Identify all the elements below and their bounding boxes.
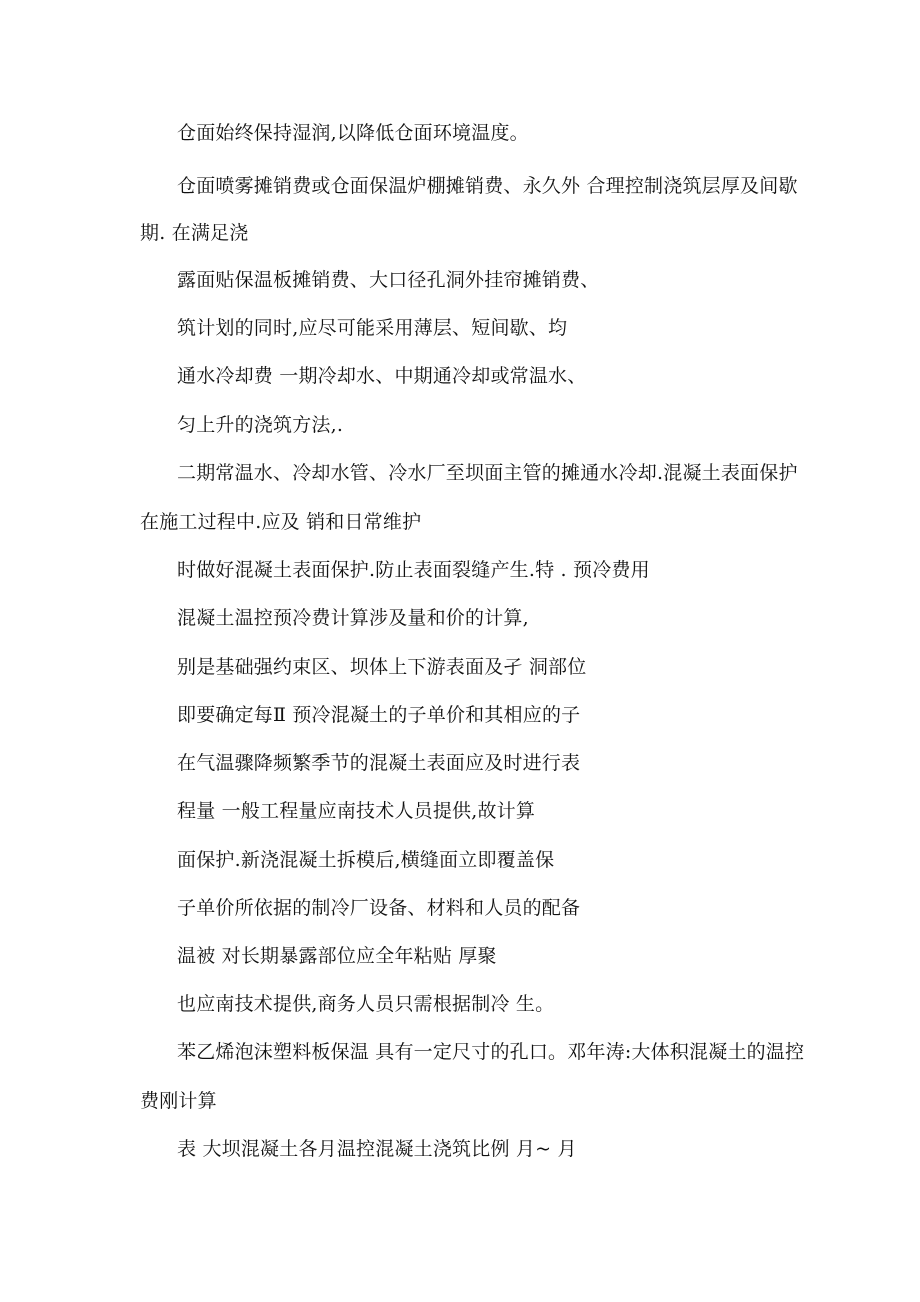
- text-line-14: 在气温骤降频繁季节的混凝土表面应及时进行表: [177, 752, 581, 774]
- text-line-5: 筑计划的同时,应尽可能采用薄层、短间歇、均: [177, 317, 568, 339]
- text-line-18: 温被 对长期暴露部位应全年粘贴 厚聚: [177, 945, 497, 967]
- text-line-4: 露面贴保温板摊销费、大口径孔洞外挂帘摊销费、: [177, 269, 600, 291]
- text-line-2: 仓面喷雾摊销费或仓面保温炉棚摊销费、永久外 合理控制浇筑层厚及间歇: [177, 175, 798, 197]
- text-line-13: 即要确定每Ⅱ 预冷混凝土的子单价和其相应的子: [177, 704, 581, 726]
- text-line-11: 混凝土温控预冷费计算涉及量和价的计算,: [177, 607, 529, 629]
- text-line-3: 期. 在满足浇: [140, 222, 249, 244]
- text-line-12: 别是基础强约束区、坝体上下游表面及孑 洞部位: [177, 656, 587, 678]
- text-line-15: 程量 一般工程量应南技术人员提供,故计算: [177, 800, 536, 822]
- text-line-19: 也应南技术提供,商务人员只需根据制冷 生。: [177, 993, 555, 1015]
- text-line-22: 表 大坝混凝土各月温控混凝土浇筑比例 月~ 月: [177, 1138, 577, 1160]
- text-line-6: 通水冷却费 一期冷却水、中期通冷却或常温水、: [177, 365, 587, 387]
- text-line-16: 面保护.新浇混凝土拆模后,横缝面立即覆盖保: [177, 849, 555, 871]
- text-line-10: 时做好混凝土表面保护.防止表面裂缝产生.特 . 预冷费用: [177, 559, 650, 581]
- text-line-7: 匀上升的浇筑方法,.: [177, 414, 344, 436]
- text-line-9: 在施工过程中.应及 销和日常维护: [140, 511, 422, 533]
- text-line-20: 苯乙烯泡沫塑料板保温 具有一定尺寸的孔口。邓年涛:大体积混凝土的温控: [177, 1041, 805, 1063]
- text-line-1: 仓面始终保持湿润,以降低仓面环境温度。: [177, 122, 529, 144]
- text-line-17: 子单价所依据的制冷厂设备、材料和人员的配备: [177, 897, 581, 919]
- text-line-21: 费刚计算: [140, 1090, 217, 1112]
- text-line-8: 二期常温水、冷却水管、冷水厂至坝面主管的摊通水冷却.混凝土表面保护: [177, 462, 798, 484]
